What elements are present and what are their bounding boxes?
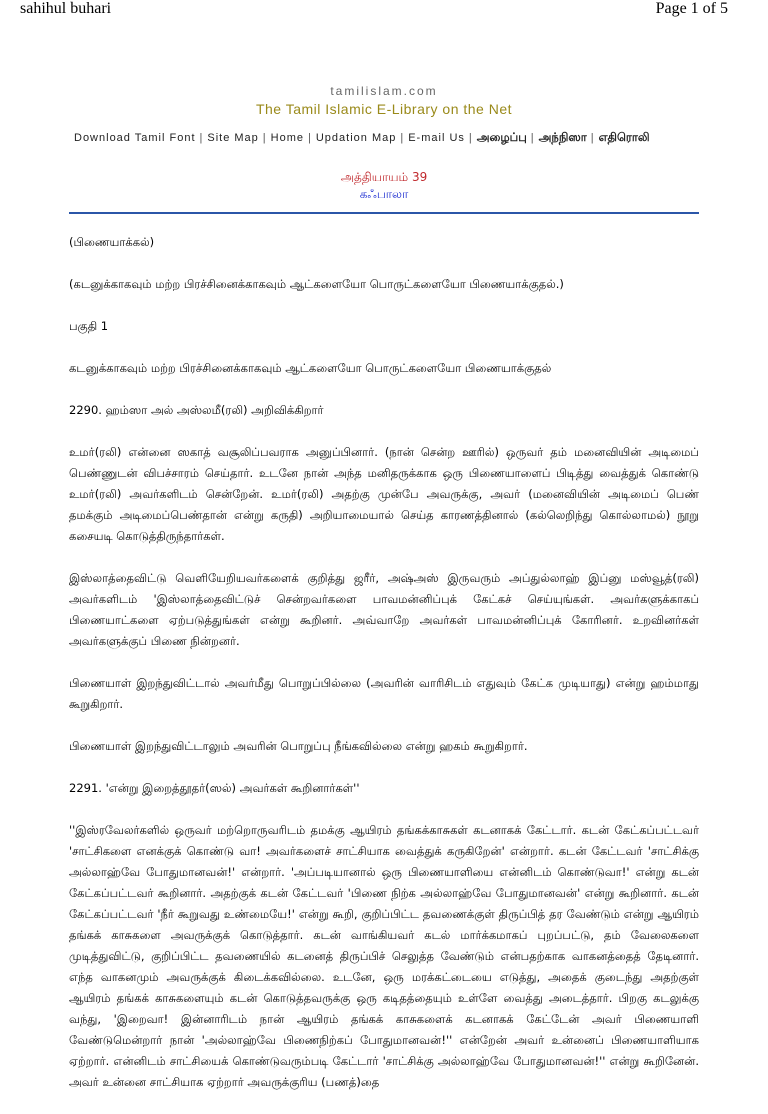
nav-separator: | bbox=[199, 132, 204, 144]
site-tagline: The Tamil Islamic E-Library on the Net bbox=[255, 101, 513, 117]
nav-separator: | bbox=[308, 132, 312, 144]
paragraph-commentary-3: பிணையாள் இறந்துவிட்டாலும் அவரின் பொறுப்பு நீங்கவில்லை என்று ஹகம் கூறுகிறார். bbox=[69, 739, 528, 753]
nav-email-us[interactable]: E-mail Us bbox=[408, 132, 465, 144]
chapter-title: கஃபாலா bbox=[359, 187, 409, 201]
nav-ethiroli[interactable]: எதிரொலி bbox=[598, 130, 650, 144]
paragraph-hadith-2290-text: உமர்(ரலி) என்னை ஸகாத் வசூலிப்பவராக அனுப்பினார். (நான் சென்ற ஊரில்) ஒருவர் தம் மனைவியின் அடிமைப் பெண்ணுடன் விபச்சாரம் செய்தார். உடனே நான் அந்த மனிதருக்காக ஒரு பிணையாளைப் பிடித்து வைத்துக் கொண்டு உமர்(ரலி) அவர்களிடம் சென்றேன். உமர்(ரலி) அதற்கு முன்பே அவருக்கு, அவர் (மனைவியின் அடிமைப் பெண் தமக்கும் அடிமைப்பெண்தான் என்று கருதி) அறியாமையால் செய்த காரணத்தினால் (கல்லெறிந்து கொல்லாமல்) நூறு கசையடி கொடுத்திருந்தார்கள். bbox=[69, 445, 699, 543]
page-number: Page 1 of 5 bbox=[655, 0, 728, 17]
nav-separator: | bbox=[262, 132, 267, 144]
site-domain[interactable]: tamilislam.com bbox=[330, 84, 438, 98]
nav-bar bbox=[74, 130, 650, 146]
paragraph-section-label: பகுதி 1 bbox=[69, 319, 109, 333]
paragraph-subtitle-description: (கடனுக்காகவும் மற்ற பிரச்சினைக்காகவும் ஆட்களையோ பொருட்களையோ பிணையாக்குதல்.) bbox=[69, 277, 564, 291]
nav-separator: | bbox=[400, 132, 405, 144]
paragraph-section-heading: கடனுக்காகவும் மற்ற பிரச்சினைக்காகவும் ஆட்களையோ பொருட்களையோ பிணையாக்குதல் bbox=[69, 361, 552, 375]
nav-updation-map[interactable]: Updation Map bbox=[315, 132, 397, 144]
divider-rule bbox=[69, 212, 699, 214]
nav-azhaippu[interactable]: அழைப்பு bbox=[476, 130, 527, 144]
nav-download-tamil-font[interactable]: Download Tamil Font bbox=[74, 132, 196, 144]
paragraph-hadith-2291-heading: 2291. 'என்று இறைத்தூதர்(ஸல்) அவர்கள் கூறினார்கள்'' bbox=[69, 781, 360, 795]
nav-separator: | bbox=[530, 132, 535, 144]
nav-separator: | bbox=[468, 132, 473, 144]
paragraph-subtitle: (பிணையாக்கல்) bbox=[69, 235, 155, 249]
nav-home[interactable]: Home bbox=[270, 132, 304, 144]
paragraph-hadith-2290-heading: 2290. ஹம்ஸா அல் அஸ்லமீ(ரலி) அறிவிக்கிறார் bbox=[69, 403, 324, 417]
page-header-title: sahihul buhari bbox=[20, 0, 112, 17]
nav-separator: | bbox=[590, 132, 595, 144]
chapter-number: அத்தியாயம் 39 bbox=[340, 170, 428, 184]
nav-annisa[interactable]: அந்நிஸா bbox=[538, 130, 587, 144]
paragraph-commentary-2: பிணையாள் இறந்துவிட்டால் அவர்மீது பொறுப்பில்லை (அவரின் வாரிசிடம் எதுவும் கேட்க முடியாது) என்று ஹம்மாது கூறுகிறார். bbox=[69, 676, 699, 711]
document-body bbox=[69, 232, 699, 1114]
paragraph-commentary-1: இஸ்லாத்தைவிட்டு வெளியேறியவர்களைக் குறித்து ஜரீர், அஷ்அஸ் இருவரும் அப்துல்லாஹ் இப்னு மஸ்வூத்(ரலி) அவர்களிடம் 'இஸ்லாத்தைவிட்டுச் சென்றவர்களை பாவமன்னிப்புக் கேட்கச் செய்யுங்கள். அவர்களுக்காகப் பிணையாட்களை ஏற்படுத்துங்கள் என்று கூறினர். அவ்வாறே அவர்கள் பாவமன்னிப்புக் கோரினர். உறவினர்கள் அவர்களுக்குப் பிணை நின்றனர். bbox=[69, 571, 699, 648]
paragraph-hadith-2291-text: ''இஸ்ரவேலர்களில் ஒருவர் மற்றொருவரிடம் தமக்கு ஆயிரம் தங்கக்காசுகள் கடனாகக் கேட்டார். கடன் கேட்கப்பட்டவர் 'சாட்சிகளை எனக்குக் கொண்டு வா! அவர்களைச் சாட்சியாக வைத்துக் கருகிறேன்' என்றார். கடன் கேட்டவர் 'சாட்சிக்கு அல்லாஹ்வே போதுமானவன்!' என்றார். 'அப்படியானால் ஒரு பிணையாளியை என்னிடம் கொண்டுவா!' என்று கடன் கேட்கப்பட்டவர் கூறினார். அதற்குக் கடன் கேட்டவர் 'பிணை நிற்க அல்லாஹ்வே போதுமானவன்' என்று கூறினார். கடன் கேட்கப்பட்டவர் 'நீர் கூறுவது உண்மையே!' என்று கூறி, குறிப்பிட்ட தவணைக்குள் திருப்பித் தர வேண்டும் என்று ஆயிரம் தங்கக் காசுகளை அவருக்குக் கொடுத்தார். கடன் வாங்கியவர் கடல் மார்க்கமாகப் புறப்பட்டு, தம் வேலைகளை முடித்துவிட்டு, குறிப்பிட்ட தவணையில் கடனைத் திருப்பிச் செலுத்த வேண்டும் என்பதற்காக வாகனத்தைத் தேடினார். எந்த வாகனமும் அவருக்குக் கிடைக்கவில்லை. உடனே, ஒரு மரக்கட்டையை எடுத்து, அதைக் குடைந்து அதற்குள் ஆயிரம் தங்கக் காசுகளையும் கடன் கொடுத்தவருக்கு ஒரு கடிதத்தையும் உள்ளே வைத்து அடைத்தார். பிறகு கடலுக்கு வந்து, 'இறைவா! இன்னாரிடம் நான் ஆயிரம் தங்கக் காசுகளைக் கடனாகக் கேட்டேன் அவர் பிணையாளி வேண்டுமென்றார் நான் 'அல்லாஹ்வே பிணைநிற்கப் போதுமானவன்!'' என்றேன் அவர் உன்னைப் பிணையாளியாக ஏற்றார். என்னிடம் சாட்சியைக் கொண்டுவரும்படி கேட்டார் 'சாட்சிக்கு அல்லாஹ்வே போதுமானவன்!'' என்று கூறினேன். அவர் உன்னை சாட்சியாக ஏற்றார் அவருக்குரிய (பணத்)தை bbox=[69, 823, 699, 1089]
nav-site-map[interactable]: Site Map bbox=[207, 132, 259, 144]
